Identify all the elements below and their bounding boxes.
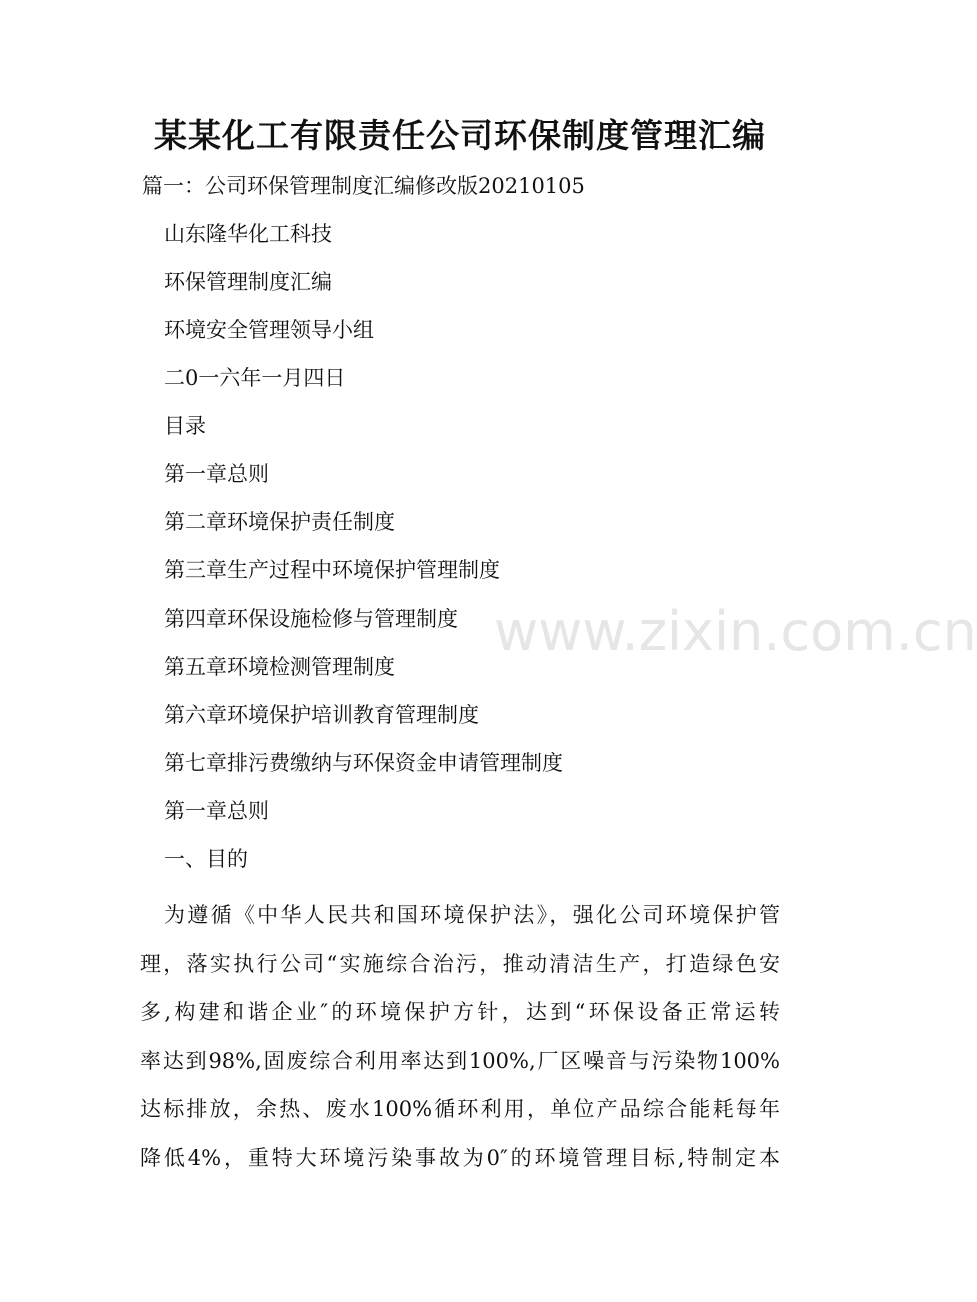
paragraph-line: 为遵循《中华人民共和国环境保护法》，强化公司环境保护管 [164,903,780,927]
paragraph-line: 多,构建和谐企业″的环境保护方针，达到“环保设备正常运转 [140,1000,780,1025]
company-name: 山东隆华化工科技 [164,222,332,246]
section-heading: 一、目的 [164,847,248,871]
compilation-title: 环保管理制度汇编 [164,270,332,294]
toc-item: 第三章生产过程中环境保护管理制度 [164,558,500,582]
toc-item: 第一章总则 [164,462,269,486]
paragraph-line: 达标排放，余热、废水100%循环利用，单位产品综合能耗每年 [140,1097,780,1122]
toc-item: 第五章环境检测管理制度 [164,655,395,679]
issue-date: 二0一六年一月四日 [164,366,346,390]
paragraph-line: 降低4%，重特大环境污染事故为0″的环境管理目标,特制定本 [140,1145,780,1170]
document-title: 某某化工有限责任公司环保制度管理汇编 [154,116,766,155]
toc-item: 第六章环境保护培训教育管理制度 [164,703,479,727]
issuing-group: 环境安全管理领导小组 [164,318,374,342]
toc-heading: 目录 [164,414,206,438]
paragraph-line: 率达到98%,固废综合利用率达到100%,厂区噪音与污染物100% [140,1048,780,1073]
toc-item: 第四章环保设施检修与管理制度 [164,607,458,631]
paragraph-line: 理，落实执行公司“实施综合治污，推动清洁生产，打造绿色安 [140,951,780,976]
body-paragraph [140,891,780,1183]
toc-item: 第二章环境保护责任制度 [164,510,395,534]
section-subtitle: 篇一：公司环保管理制度汇编修改版20210105 [142,174,585,198]
toc-item: 第七章排污费缴纳与环保资金申请管理制度 [164,751,563,775]
watermark: www.zixin.com.cn [494,600,977,663]
chapter-heading: 第一章总则 [164,799,269,823]
